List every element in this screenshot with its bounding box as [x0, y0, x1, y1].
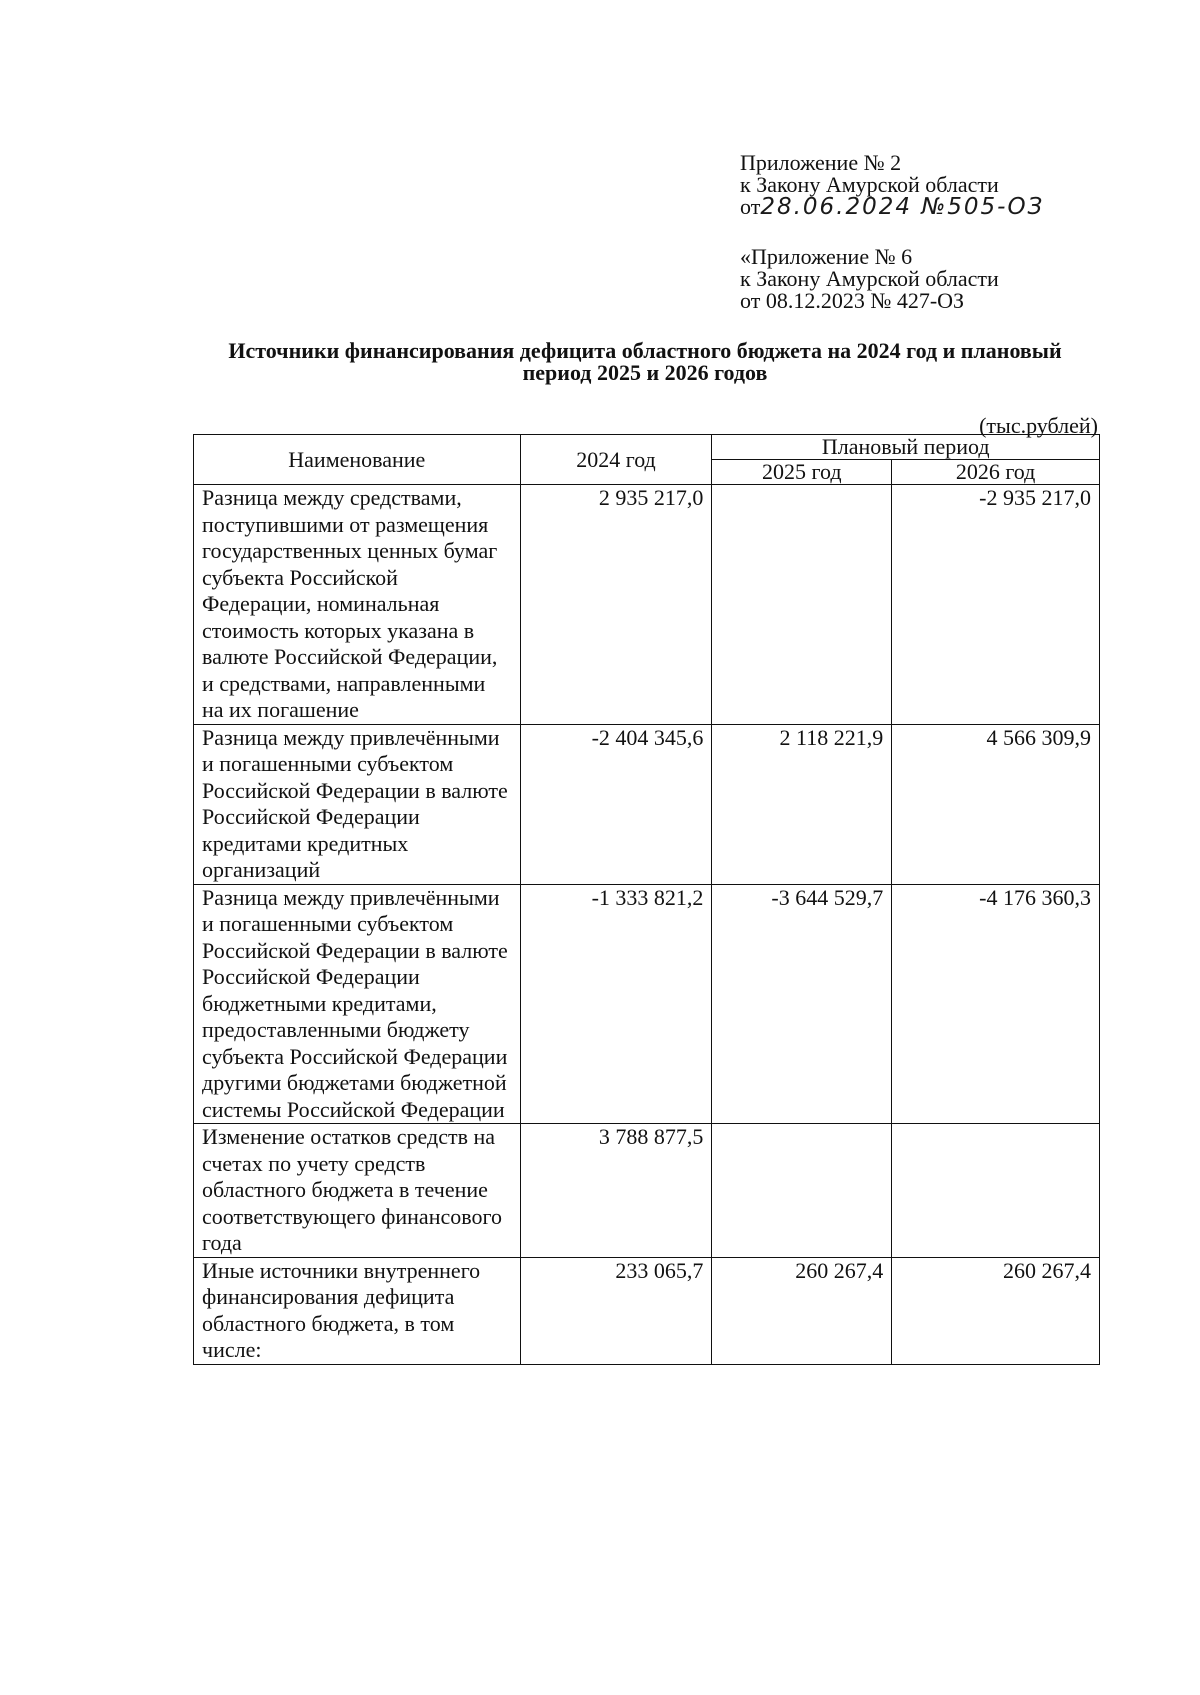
previous-appendix-law: к Закону Амурской области	[740, 266, 999, 291]
previous-appendix-date: от 08.12.2023 № 427-ОЗ	[740, 288, 965, 313]
units-label: (тыс.рублей)	[979, 413, 1098, 438]
row-value-2024: -2 404 345,6	[520, 724, 712, 884]
handwritten-date-number: 28.06.2024 №505-ОЗ	[760, 194, 1045, 220]
header-2025: 2025 год	[712, 460, 892, 485]
title-line-2: период 2025 и 2026 годов	[522, 360, 768, 385]
appendix-law: к Закону Амурской области	[740, 172, 999, 197]
title-line-1: Источники финансирования дефицита областного бюджета на 2024 год и плановый	[228, 338, 1062, 363]
table-row	[194, 724, 1100, 884]
row-name: Разница между привлечёнными и погашенными субъектом Российской Федерации в валюте Российской Федерации бюджетными кредитами, предоставленными бюджету субъекта Российской Федерации другими бюджетами бюджетной системы Российской Федерации	[194, 884, 521, 1124]
appendix-header	[740, 152, 1044, 218]
row-value-2026: -2 935 217,0	[892, 485, 1100, 725]
row-value-2025: 260 267,4	[712, 1257, 892, 1364]
table-row	[194, 1257, 1100, 1364]
row-value-2026: 4 566 309,9	[892, 724, 1100, 884]
appendix-number: Приложение № 2	[740, 150, 902, 175]
row-value-2026	[892, 1124, 1100, 1258]
row-value-2024: 3 788 877,5	[520, 1124, 712, 1258]
previous-appendix-header	[740, 246, 999, 312]
financing-sources-table	[193, 434, 1100, 1365]
row-name: Изменение остатков средств на счетах по учету средств областного бюджета в течение соответствующего финансового года	[194, 1124, 521, 1258]
header-planned-period: Плановый период	[712, 435, 1100, 460]
header-2026: 2026 год	[892, 460, 1100, 485]
row-name: Разница между привлечёнными и погашенными субъектом Российской Федерации в валюте Российской Федерации кредитами кредитных организаций	[194, 724, 521, 884]
row-value-2025: -3 644 529,7	[712, 884, 892, 1124]
row-name: Иные источники внутреннего финансирования дефицита областного бюджета, в том числе:	[194, 1257, 521, 1364]
row-value-2025	[712, 1124, 892, 1258]
row-value-2024: 233 065,7	[520, 1257, 712, 1364]
table-row	[194, 1124, 1100, 1258]
row-value-2025	[712, 485, 892, 725]
appendix-date-line	[740, 196, 1044, 218]
previous-appendix-number: «Приложение № 6	[740, 244, 913, 269]
appendix-date-prefix: от	[740, 194, 761, 219]
row-value-2026: 260 267,4	[892, 1257, 1100, 1364]
table-row	[194, 485, 1100, 725]
row-value-2024: -1 333 821,2	[520, 884, 712, 1124]
header-2024: 2024 год	[520, 435, 712, 485]
row-value-2026: -4 176 360,3	[892, 884, 1100, 1124]
row-name: Разница между средствами, поступившими от размещения государственных ценных бумаг субъекта Российской Федерации, номинальная стоимость которых указана в валюте Российской Федерации, и средствами, направленными на их погашение	[194, 485, 521, 725]
header-name: Наименование	[194, 435, 521, 485]
row-value-2025: 2 118 221,9	[712, 724, 892, 884]
table-row	[194, 884, 1100, 1124]
document-title	[190, 340, 1100, 384]
row-value-2024: 2 935 217,0	[520, 485, 712, 725]
